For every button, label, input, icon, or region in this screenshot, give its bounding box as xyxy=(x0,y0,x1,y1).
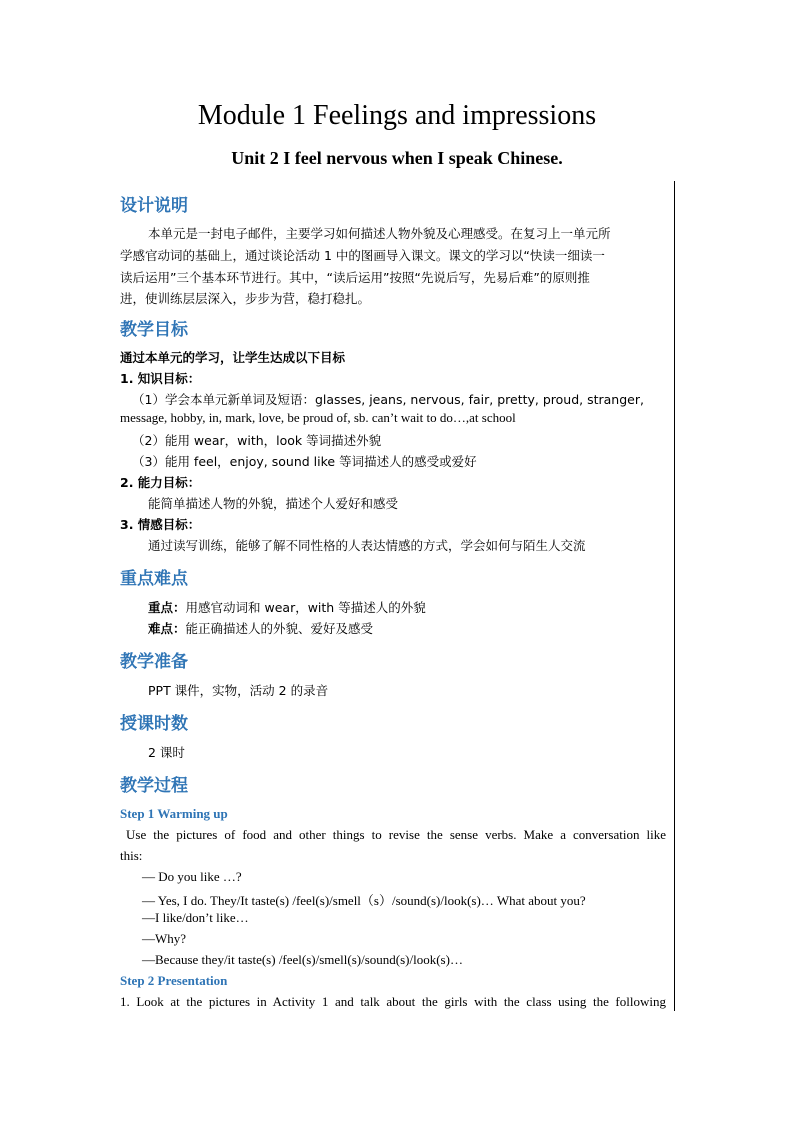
key-point-text: 用感官动词和 wear，with 等描述人的外貌 xyxy=(185,600,426,615)
objectives-intro: 通过本单元的学习，让学生达成以下目标 xyxy=(120,350,346,365)
difficult-point-label: 难点： xyxy=(148,621,186,636)
emotion-label: 3. 情感目标： xyxy=(120,517,201,532)
step-1-line-2: this: xyxy=(120,848,143,863)
section-heading-objectives: 教学目标 xyxy=(120,320,188,340)
design-line-2: 学感官动词的基础上，通过谈论活动 1 中的图画导入课文。课文的学习以“快读一细读一 xyxy=(120,248,605,263)
section-heading-design: 设计说明 xyxy=(120,196,188,216)
difficult-point-text: 能正确描述人的外貌、爱好及感受 xyxy=(185,621,374,636)
emotion-text: 通过读写训练，能够了解不同性格的人表达情感的方式，学会如何与陌生人交流 xyxy=(148,538,586,553)
key-point xyxy=(148,598,426,616)
knowledge-label: 1. 知识目标： xyxy=(120,371,201,386)
key-point-label: 重点： xyxy=(148,600,186,615)
dialogue-line-5: —Because they/it taste(s) /feel(s)/smell(s)/sound(s)/look(s)… xyxy=(142,952,463,967)
dialogue-line-3: —I like/don’t like… xyxy=(142,910,249,925)
knowledge-item-1a: （1）学会本单元新单词及短语：glasses, jeans, nervous, fair, pretty, proud, stranger, xyxy=(132,392,644,407)
knowledge-item-3: （3）能用 feel，enjoy, sound like 等词描述人的感受或爱好 xyxy=(132,454,477,469)
section-heading-hours: 授课时数 xyxy=(120,714,188,734)
section-heading-prep: 教学准备 xyxy=(120,652,188,672)
hours-text: 2 课时 xyxy=(148,745,185,760)
design-line-1: 本单元是一封电子邮件，主要学习如何描述人物外貌及心理感受。在复习上一单元所 xyxy=(148,226,611,241)
step-1-line-1: Use the pictures of food and other things to revise the sense verbs. Make a conversation like xyxy=(126,827,666,842)
difficult-point xyxy=(148,619,373,637)
knowledge-item-2: （2）能用 wear，with，look 等词描述外貌 xyxy=(132,433,382,448)
dialogue-line-2: — Yes, I do. They/It taste(s) /feel(s)/smell（s）/sound(s)/look(s)… What about you? xyxy=(142,893,586,908)
section-heading-process: 教学过程 xyxy=(120,776,188,796)
section-heading-keypoints: 重点难点 xyxy=(120,569,188,589)
module-title: Module 1 Feelings and impressions xyxy=(197,100,597,131)
knowledge-item-1b: message, hobby, in, mark, love, be proud of, sb. can’t wait to do…,at school xyxy=(120,410,516,425)
dialogue-line-1: — Do you like …? xyxy=(142,869,242,884)
ability-text: 能简单描述人物的外貌，描述个人爱好和感受 xyxy=(148,496,399,511)
design-line-4: 进，使训练层层深入，步步为营，稳打稳扎。 xyxy=(120,291,371,306)
step-1-heading: Step 1 Warming up xyxy=(120,806,228,821)
right-border-line xyxy=(674,181,675,1011)
prep-text: PPT 课件，实物，活动 2 的录音 xyxy=(148,683,329,698)
step-2-heading: Step 2 Presentation xyxy=(120,973,228,988)
unit-subtitle: Unit 2 I feel nervous when I speak Chinese. xyxy=(231,148,563,168)
step-2-line-1: 1. Look at the pictures in Activity 1 and talk about the girls with the class using the following xyxy=(120,994,666,1009)
dialogue-line-4: —Why? xyxy=(142,931,187,946)
design-line-3: 读后运用”三个基本环节进行。其中，“读后运用”按照“先说后写，先易后难”的原则推 xyxy=(120,270,590,285)
ability-label: 2. 能力目标： xyxy=(120,475,201,490)
